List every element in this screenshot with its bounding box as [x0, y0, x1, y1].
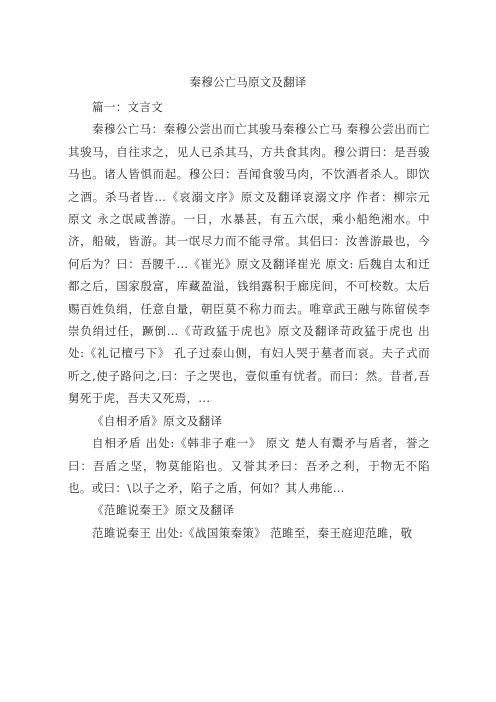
document-body: [68, 96, 430, 544]
section-heading-1: 篇一：文言文: [92, 100, 164, 114]
body-paragraph-2: 自相矛盾 出处:《韩非子难一》 原文 楚人有鬻矛与盾者，誉之曰：吾盾之坚，物莫能陷也。又誉其矛曰：吾矛之利，于物无不陷也。或曰：\以子之矛，陷子之盾，何如？其人弗能…: [68, 436, 430, 495]
section-heading-2: 《自相矛盾》原文及翻译: [92, 413, 223, 428]
body-paragraph-1: 秦穆公亡马：秦穆公尝出而亡其骏马秦穆公亡马 秦穆公尝出而亡其骏马，自往求之，见人已杀其马，方共食其肉。穆公谓曰：是吾骏马也。诸人皆惧而起。穆公曰：吾闻食骏马肉，不饮酒者杀人。即饮之酒。杀马者皆…《哀溺文序》原文及翻译哀溺文序 作者：柳宗元 原文 永之氓咸善游。一日，水暴甚，有五六氓，乘小船绝湘水。中济，船破，皆游。其一氓尽力而不能寻常。其侣曰：汝善游最也，今何后为？曰：吾腰千…《崔光》原文及翻译崔光 原文: 后魏自太和迁都之后，国家殷富，库藏盈溢，钱绢露积于廊庑间，不可校数。太后赐百姓负绢，任意自量，朝臣莫不称力而去。唯章武王融与陈留侯李崇负绢过任，蹶倒…《苛政猛于虎也》原文及翻译苛政猛于虎也 出处:《礼记檀弓下》 孔子过泰山侧，有妇人哭于墓者而哀。夫子式而听之,使子路问之,曰：子之哭也，壹似重有忧者。而曰：然。昔者,吾舅死于虎，吾夫又死焉，...: [68, 122, 430, 406]
document-title: 秦穆公亡马原文及翻译: [189, 75, 307, 89]
section-heading-3: 《范雎说秦王》原文及翻译: [92, 503, 235, 518]
body-paragraph-3: 范雎说秦王 出处:《战国策秦策》 范雎至，秦王庭迎范雎，敬: [92, 525, 413, 540]
